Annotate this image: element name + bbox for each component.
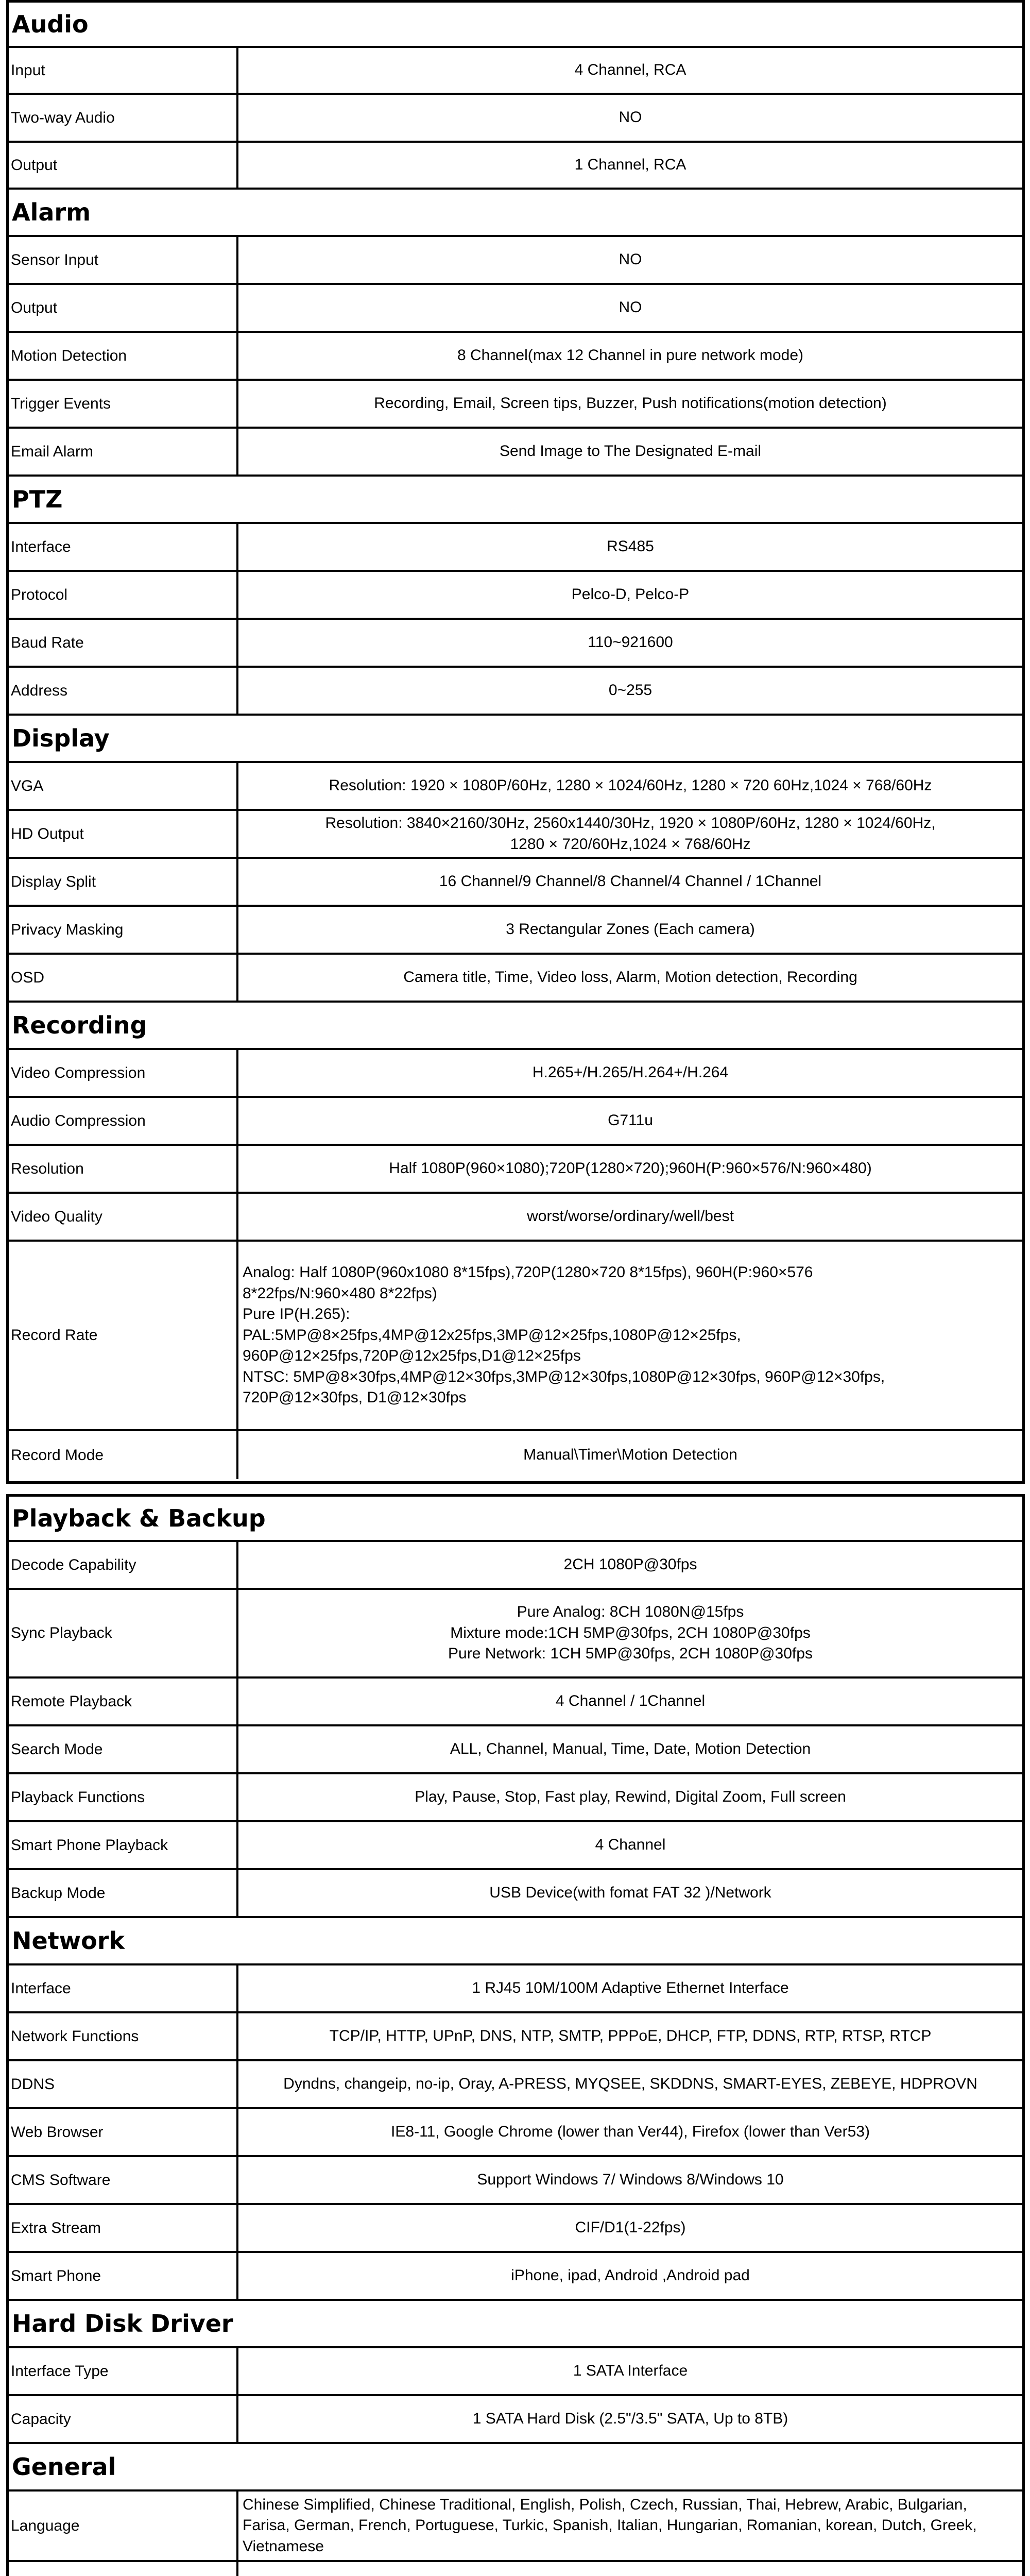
spec-row-output: [9, 143, 1022, 190]
section-title: Audio: [12, 10, 89, 38]
spec-label: Interface Type: [9, 2348, 238, 2394]
spec-value: 16 Channel/9 Channel/8 Channel/4 Channel / 1Channel: [439, 873, 822, 890]
spec-row-resolution: [9, 1146, 1022, 1194]
spec-label: Motion Detection: [9, 333, 238, 379]
spec-row-interface: [9, 1965, 1022, 2013]
spec-value: ALL, Channel, Manual, Time, Date, Motion Detection: [450, 1740, 811, 1758]
spec-label: Baud Rate: [9, 620, 238, 666]
spec-row-capacity: [9, 2396, 1022, 2444]
spec-label: Privacy Masking: [9, 907, 238, 953]
section-title: PTZ: [12, 485, 63, 513]
spec-row-decode-capability: [9, 1542, 1022, 1590]
spec-label: Web Browser: [9, 2109, 238, 2155]
spec-value: Pelco-D, Pelco-P: [571, 586, 690, 603]
spec-label: CMS Software: [9, 2157, 238, 2203]
spec-row-ddns: [9, 2061, 1022, 2109]
section-header-general: [9, 2444, 1022, 2492]
spec-label: Protocol: [9, 572, 238, 618]
spec-row-record-rate: [9, 1242, 1022, 1431]
spec-value: Support Windows 7/ Windows 8/Windows 10: [477, 2171, 784, 2189]
spec-value: Play, Pause, Stop, Fast play, Rewind, Digital Zoom, Full screen: [415, 1788, 846, 1806]
spec-label: Remote Playback: [9, 1679, 238, 1724]
spec-label: Two-way Audio: [9, 95, 238, 141]
spec-value: 8 Channel(max 12 Channel in pure network mode): [457, 347, 804, 364]
section-title: Hard Disk Driver: [12, 2310, 233, 2337]
spec-label: Extra Stream: [9, 2205, 238, 2251]
spec-value: CIF/D1(1-22fps): [575, 2219, 686, 2236]
spec-label: Search Mode: [9, 1726, 238, 1772]
spec-value: H.265+/H.265/H.264+/H.264: [532, 1064, 729, 1081]
spec-table-part-2: [6, 1494, 1025, 2576]
spec-row-smart-phone: [9, 2253, 1022, 2301]
spec-value: TCP/IP, HTTP, UPnP, DNS, NTP, SMTP, PPPoE, DHCP, FTP, DDNS, RTP, RTSP, RTCP: [329, 2027, 932, 2045]
spec-row-utc-control: [9, 2562, 1022, 2576]
spec-label: Network Functions: [9, 2013, 238, 2059]
spec-value: Half 1080P(960×1080);720P(1280×720);960H(P:960×576/N:960×480): [389, 1160, 872, 1177]
spec-value: Resolution: 1920 × 1080P/60Hz, 1280 × 1024/60Hz, 1280 × 720 60Hz,1024 × 768/60Hz: [329, 777, 932, 794]
section-title: Network: [12, 1927, 125, 1955]
spec-value: 0~255: [608, 682, 653, 699]
spec-row-extra-stream: [9, 2205, 1022, 2253]
spec-label: Video Quality: [9, 1194, 238, 1240]
spec-value: Pure Analog: 8CH 1080N@15fps Mixture mode:1CH 5MP@30fps, 2CH 1080P@30fps Pure Network: 1CH 5MP@30fps, 2CH 1080P@30fps: [448, 1603, 813, 1663]
section-header-playback-backup: [9, 1497, 1022, 1542]
spec-value: NO: [619, 299, 642, 316]
spec-row-motion-detection: [9, 333, 1022, 381]
spec-value: worst/worse/ordinary/well/best: [527, 1208, 734, 1225]
spec-row-language: [9, 2492, 1022, 2562]
spec-label: Interface: [9, 1965, 238, 2011]
spec-value: iPhone, ipad, Android ,Android pad: [511, 2267, 750, 2284]
spec-label: Sensor Input: [9, 237, 238, 283]
spec-label: Interface: [9, 524, 238, 570]
spec-value: Manual\Timer\Motion Detection: [523, 1446, 737, 1464]
spec-label: Record Mode: [9, 1431, 238, 1479]
spec-row-search-mode: [9, 1726, 1022, 1774]
spec-value: 110~921600: [588, 634, 673, 651]
spec-label: HD Output: [9, 811, 238, 857]
spec-label: Display Split: [9, 859, 238, 905]
spec-row-email-alarm: [9, 429, 1022, 477]
section-title: Display: [12, 724, 110, 752]
section-title: General: [12, 2453, 116, 2481]
spec-label: Audio Compression: [9, 1098, 238, 1144]
spec-row-vga: [9, 763, 1022, 811]
spec-row-interface-type: [9, 2348, 1022, 2396]
section-header-ptz: [9, 477, 1022, 524]
spec-label: Playback Functions: [9, 1774, 238, 1820]
spec-label: Resolution: [9, 1146, 238, 1192]
spec-row-sync-playback: [9, 1590, 1022, 1679]
spec-row-osd: [9, 955, 1022, 1003]
spec-value: Chinese Simplified, Chinese Traditional, English, Polish, Czech, Russian, Thai, Hebrew, Arabic, Bulgarian, Farisa, German, French, Portuguese, Turkic, Spanish, Italian, Hungarian, Romanian, korean, Dutch, Greek, Vietnamese: [243, 2496, 977, 2555]
spec-value: Recording, Email, Screen tips, Buzzer, Push notifications(motion detection): [374, 395, 887, 412]
spec-label: Address: [9, 668, 238, 714]
spec-row-web-browser: [9, 2109, 1022, 2157]
spec-value: NO: [619, 109, 642, 126]
spec-row-interface: [9, 524, 1022, 572]
section-title: Playback & Backup: [12, 1504, 266, 1532]
spec-row-cms-software: [9, 2157, 1022, 2205]
spec-label: VGA: [9, 763, 238, 809]
spec-label: Capacity: [9, 2396, 238, 2442]
spec-row-address: [9, 668, 1022, 716]
spec-value: Camera title, Time, Video loss, Alarm, Motion detection, Recording: [403, 969, 857, 986]
spec-label: Video Compression: [9, 1050, 238, 1096]
spec-value: 3 Rectangular Zones (Each camera): [506, 921, 755, 938]
spec-value: RS485: [607, 538, 654, 555]
section-header-network: [9, 1918, 1022, 1965]
spec-row-output: [9, 285, 1022, 333]
spec-row-record-mode: [9, 1431, 1022, 1479]
spec-label: Output: [9, 285, 238, 331]
spec-value: 1 SATA Interface: [573, 2362, 688, 2380]
spec-value: [238, 2562, 1022, 2576]
spec-value: 4 Channel: [595, 1836, 666, 1854]
spec-value: 1 RJ45 10M/100M Adaptive Ethernet Interface: [472, 1979, 789, 1997]
spec-label: DDNS: [9, 2061, 238, 2107]
spec-label: Decode Capability: [9, 1542, 238, 1588]
spec-row-baud-rate: [9, 620, 1022, 668]
spec-value: Dyndns, changeip, no-ip, Oray, A-PRESS, MYQSEE, SKDDNS, SMART-EYES, ZEBEYE, HDPROVN: [283, 2075, 977, 2093]
spec-row-sensor-input: [9, 237, 1022, 285]
spec-row-backup-mode: [9, 1870, 1022, 1918]
spec-label: Email Alarm: [9, 429, 238, 474]
spec-row-video-compression: [9, 1050, 1022, 1098]
spec-value: IE8-11, Google Chrome (lower than Ver44), Firefox (lower than Ver53): [391, 2123, 870, 2141]
spec-value: USB Device(with fomat FAT 32 )/Network: [489, 1884, 771, 1902]
spec-row-video-quality: [9, 1194, 1022, 1242]
section-header-hard-disk-driver: [9, 2301, 1022, 2348]
spec-row-smart-phone-playback: [9, 1822, 1022, 1870]
section-header-recording: [9, 1003, 1022, 1050]
spec-row-input: [9, 48, 1022, 95]
spec-value: 4 Channel, RCA: [574, 61, 686, 79]
spec-value: 2CH 1080P@30fps: [563, 1556, 697, 1573]
spec-value: Send Image to The Designated E-mail: [499, 443, 762, 460]
spec-value: 1 SATA Hard Disk (2.5"/3.5" SATA, Up to 8TB): [472, 2410, 788, 2428]
spec-row-remote-playback: [9, 1679, 1022, 1726]
section-header-alarm: [9, 190, 1022, 237]
spec-label: Backup Mode: [9, 1870, 238, 1916]
spec-value: Analog: Half 1080P(960x1080 8*15fps),720P(1280×720 8*15fps), 960H(P:960×576 8*22fps/N:960×480 8*22fps) Pure IP(H.265): PAL:5MP@8×25fps,4MP@12x25fps,3MP@12×25fps,1080P@12×25fps, 960P@12×25fps,720P@12x25fps,D1@12×25fps NTSC: 5MP@8×30fps,4MP@12×30fps,3MP@12×30fps,1080P@12×30fps, 960P@12×30fps, 720P@12×30fps, D1@12×30fps: [243, 1264, 885, 1406]
spec-row-protocol: [9, 572, 1022, 620]
section-title: Alarm: [12, 198, 91, 226]
spec-value: NO: [619, 251, 642, 268]
spec-row-trigger-events: [9, 381, 1022, 429]
spec-row-playback-functions: [9, 1774, 1022, 1822]
spec-row-hd-output: [9, 811, 1022, 859]
spec-label: Smart Phone: [9, 2253, 238, 2299]
spec-label: Trigger Events: [9, 381, 238, 427]
spec-row-two-way-audio: [9, 95, 1022, 143]
section-title: Recording: [12, 1011, 147, 1039]
spec-value: 4 Channel / 1Channel: [555, 1692, 706, 1710]
spec-label: Smart Phone Playback: [9, 1822, 238, 1868]
spec-value: 1 Channel, RCA: [574, 156, 686, 174]
spec-row-network-functions: [9, 2013, 1022, 2061]
spec-row-privacy-masking: [9, 907, 1022, 955]
section-header-display: [9, 716, 1022, 763]
spec-label: Sync Playback: [9, 1590, 238, 1676]
spec-row-audio-compression: [9, 1098, 1022, 1146]
spec-label: Language: [9, 2492, 238, 2560]
spec-label: Output: [9, 143, 238, 188]
spec-label: Input: [9, 48, 238, 93]
section-header-audio: [9, 3, 1022, 48]
spec-label: Record Rate: [9, 1242, 238, 1429]
spec-table-part-1: [6, 0, 1025, 1484]
spec-row-display-split: [9, 859, 1022, 907]
spec-value: G711u: [608, 1112, 653, 1129]
spec-value: Resolution: 3840×2160/30Hz, 2560x1440/30Hz, 1920 × 1080P/60Hz, 1280 × 1024/60Hz, 1280 × 720/60Hz,1024 × 768/60Hz: [325, 815, 936, 853]
spec-label: OSD: [9, 955, 238, 1001]
spec-label: [9, 2562, 238, 2576]
